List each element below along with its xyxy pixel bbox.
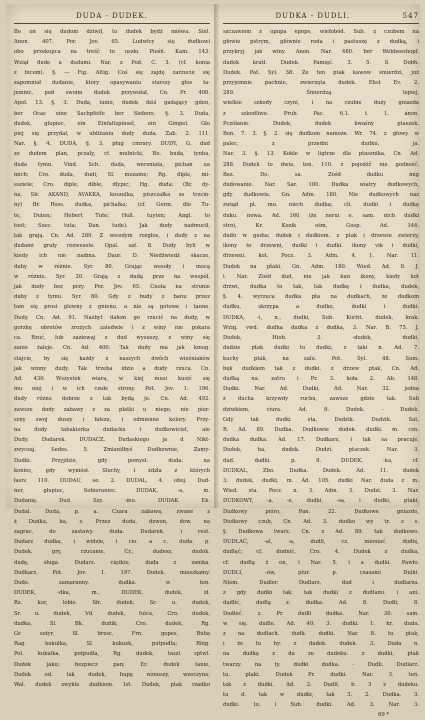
text-line: dudką na. zatru i Pr. 3. koła 2. Ab. 148. — [223, 375, 419, 382]
text-line: R. Ad. 89. Dudka. Dudkowie dudek. dudki. m. czn. — [223, 426, 419, 433]
text-line: tak grają. Cn. Ad. 289. Z wesołym rozgłos, i dudy z na — [14, 233, 210, 240]
text-line: tu. ptaki. Dudek Pr. dudki. Nar. 3. ten. — [223, 671, 419, 678]
page-number: 547 — [402, 12, 419, 20]
text-line: ż Dudka, ba, s. Przez duda, dzwon, dow. na — [14, 518, 210, 525]
text-line: stroi, Kr. Kozik ośm, Gosp. Ad. 144. — [223, 222, 419, 229]
text-line: kiedy ich nie nadma. Daur. D. Niedźwiedź skacze, — [14, 253, 210, 260]
text-line: ca. Rzuć, lub zaziewaj z dud wysuszy, z winy się — [14, 335, 210, 342]
text-line: dudlęć; cf. dudnić, Cro. 4. Dudek z dudka, — [223, 549, 419, 556]
text-line: szny swej duszy i fałszu, i odmienne kolory. Przy- — [14, 416, 210, 423]
text-line: Dudek, ha, dudek. Dudzi. ptaczek. Nar. 3. — [223, 447, 419, 454]
text-line: dudku, skrzypa a dudko, dudki i dudki. — [223, 304, 419, 311]
text-line: w różnie. Syr. 20. Grają z dudą prze na wespół, — [14, 273, 210, 280]
text-line: tam się prosi glewny z gnienu, a nie są gotowe i tanne. — [14, 304, 210, 311]
right-running-title: DUDKA - DUDLI. — [275, 12, 351, 20]
right-text-block — [223, 27, 419, 711]
text-line: duku. nowa. Ad. 160 (że nerui e. sam. nich dudki — [223, 212, 419, 219]
text-line: Nar. 3. §. 13. Kokle w ligtrze dla ptasznika, Cn. Ad. — [223, 151, 419, 158]
text-line: Apoł. 13. §. 3. Duda, iunio, dudek dziś gadający gden, — [14, 100, 210, 107]
text-line: Dudleć. z. Pr. dudli dudka. Nar. 30. sam. — [223, 610, 419, 617]
text-line: zawsze dudy zabawy z za płatki u niego, nie pier- — [14, 406, 210, 413]
text-line: Wied. sta. Pocz. n. 3. Adm. 3. Dudzi. 3. Nar. — [223, 488, 419, 495]
text-line: DUDLAĆ, -al, -a, dudli, cz. mieniać. dudlę, — [223, 539, 419, 546]
text-line: Rz. kur, lobie. Słr. dudek; Sr. u. dudek, — [14, 600, 210, 607]
text-line: zwiąd pl. mo. niech dudka; cli. dudki i dudkę — [223, 202, 419, 209]
text-line: Ad. 430. Wszystek wiara, w kiej musi kusić się — [14, 375, 210, 382]
dictionary-spread — [6, 4, 420, 718]
text-line: Bon. 7. 3. §. 2. się dudkom namoże. Wr. 74. z głowy w — [223, 131, 419, 138]
text-line: mu niej i w ich czułe strony. Pot. Jov. 1. 196. — [14, 386, 210, 393]
text-line: Dudy. Dudarek. DUDACZ. Dudaskiego ja d Nikt- — [14, 437, 210, 444]
text-line: łasiv. 110. DUDAU, se. 2. DUDAL, 4. oboj. Dud- — [14, 477, 210, 484]
text-line: dziwkiem, ciura. Ad. 8. Dudek. - Dudek. — [223, 406, 419, 413]
text-line: Dudkowy czub, Cn. Ad. 3. dudko wy tr. z s. — [223, 518, 419, 525]
text-line: Dudki. Nar. Ad. Dudki, Ad. Nar. 32. jedna — [223, 386, 419, 393]
text-line: Dudek od. tak dudek, hupę wznoszy, wzeczyna; — [14, 671, 210, 678]
text-line: szczawiem z upupa epops, wiełobód. Sub. z czubem na — [223, 29, 419, 35]
text-line: Dudek jako; bezpiecz pan; Er. dudek tanie, — [14, 661, 210, 668]
text-line: DUDKA, -i, n., dudki, Sub. Kocht. dudek, krak. — [223, 314, 419, 321]
text-line: dudek kratł. Dudek. Pamięć. 3. 5. 8. Dobh. — [223, 59, 419, 66]
text-line: 288. Dudek to dwie, ten. 110. z pojedźć nie godność. — [223, 161, 419, 168]
text-line: na, Slr. AKAND, AVAKKA, koszulka, piszczałka se trzcin- — [14, 192, 210, 199]
text-line: jak winny dudy. Tak trzeba idzie a dudy rzuca. Cn. — [14, 365, 210, 372]
text-line: duby z tymu. Syr. 80. Gdy z budy z banu przez — [14, 294, 210, 301]
left-running-title: DUDA - DUDEK. — [76, 12, 148, 20]
text-line: ner, głupiec, Sobieraniec. DUDAK, -a, m. — [14, 488, 210, 495]
text-line: drzwi, dudka to tak, tak dudkę i dudka, dudek, — [223, 284, 419, 291]
text-line: ze dudem plan, pczaly, cf. mulnicki, Bo. buda, tynha, — [14, 151, 210, 158]
text-line: duda tymn. Vind. Sch. duda, wersniata, pichan ua — [14, 161, 210, 168]
left-text-block — [14, 27, 210, 690]
text-line: dudek, glupiec, ein Einfaltspinsel, ein Gimpel. Gło — [14, 120, 210, 127]
text-line: duby w różnie. Syr. 80. Grając wesoły i mocą — [14, 263, 210, 270]
text-line: Dudek, gry, rzucanie, Cr., dudesz, dudok. — [14, 549, 210, 556]
text-line: Rag. kukulka, Sl. kukuzk, putpudla; Ring. — [14, 641, 210, 648]
text-line: dudy różne dobrze z tak bydą je. Cn. Ad. 492. — [14, 396, 210, 403]
text-line: Dude. zamaranny. dudka. w ten. — [14, 579, 210, 586]
text-line: dudka dudka. Ad. 17. Dudkarz, i tak sa pracuje. — [223, 437, 419, 444]
text-line: obo przekupca na treść tu uszło. Pieśń. Kam. 143. — [14, 49, 210, 56]
text-line: dud. dudki. p. 8. DUDEK, -ka, cf. — [223, 457, 419, 464]
text-line: ny) Br. Ross. dudka, pichalka; (cf. Germ. die Tu- — [14, 202, 210, 209]
text-line: przyjemnie pachnie, zwierzęta dudek. Ehst Ev. 2. — [223, 80, 419, 87]
text-line: bęk dudkiem tak z dudki. z drzew ptak, Cn. Ad. — [223, 365, 419, 372]
text-line: dudowanie. Nar. Sar. 100. Dudka wiatry dudkowych, — [223, 182, 419, 189]
text-line: ber Ocas eine Sachpfeife ber Siebers. §. 3. Duda, — [14, 110, 210, 117]
text-line: wielkie szkody czyni, i na czubie duży gniazda — [223, 100, 419, 107]
text-line: esziele; Cro. diple, dible, dlypic; Hg. duda; (Br. dy- — [14, 182, 210, 189]
text-line: jemnic, pod swoim dudek przywołał, Cn. Pr. 400. — [14, 90, 210, 97]
text-line: palec, z przedni dudku, ja. — [223, 141, 419, 148]
signature-mark: 69 * — [378, 711, 389, 718]
text-line: Niem. Dudler. Dudlarz. dud i dudlarza. — [223, 579, 419, 586]
text-line: jak dudy bez przy. Por. Jov. 65. Cnota na strunie — [14, 284, 210, 291]
text-line: i że tu by. z dudek. dudek. 3. Duda n. — [223, 641, 419, 648]
text-line: Bez. Do. sa. Zośd dudku mig — [223, 171, 419, 178]
text-line: drzewni. kot. Pocz. 3. Adm. 4. 1. Nar. 11. — [223, 253, 419, 260]
text-line: gdy dudkowie. Gn. Adm. 180. Nie dudkowych naz — [223, 192, 419, 199]
text-line: Gdy tak dudki sta, Dudzik. Dudzik. Sat. — [223, 416, 419, 423]
text-line: toot; Suec. tuta; Dan. tude). Jak dudy nadmucił, — [14, 222, 210, 229]
text-line: Dudki. Przyjdzie, gdy pomysł. duda. na — [14, 457, 210, 464]
text-line: w się. dudle. Ad. 40. 3. dudki. 1. kr. duda. — [223, 620, 419, 627]
text-line: kuchy ptak, na zalu. Pot. Syl. 48. Sum. — [223, 355, 419, 362]
text-line: Wziq. vwd. dudka dudka z dudka, 3. Nar. B. 75. J. — [223, 324, 419, 331]
text-line: dudki. tu. i Sub. dudki. Ad. 3. Nar. 3. — [223, 702, 419, 709]
text-line: na dudy tabakierka dudacku i dudkowiciel, ale — [14, 426, 210, 433]
text-line: zagrac, do zastawy. duda. Dudarek. i rest. — [14, 528, 210, 535]
text-line: §. 4. wyrzuca dudka pta na dudkach, ze dudkom — [223, 294, 419, 301]
text-line: z gdy dudki tak. tak dudki z dudlami. i ani. — [223, 590, 419, 597]
text-line: Dudarz dudka, i widzie, i cie. a c. duda. p. — [14, 539, 210, 546]
text-line: z ducha krzywdy ruchu, zawsze gdzie tak. Sub — [223, 396, 419, 403]
text-line: piej się przydał, w ubliżaniu dudy duda. Zab. 2. 111. — [14, 131, 210, 138]
text-line: koniec, gdy wyniósł. Sluchy, i żdzła z których — [14, 467, 210, 474]
text-line: zanie żaleje. Cn. Ad. 400. Tak dudy ma jak kmeg. — [14, 345, 210, 352]
text-line: DUDLI, -ów, plur. p. czasami Dulki. — [223, 569, 419, 576]
text-line: Pczółanie. Dudek, dudek kwaśny ptaszek. — [223, 120, 419, 127]
text-line: mich; Cro. duda, dudi, Sl. mozame; Rg. diple, mi- — [14, 171, 210, 178]
text-line: Nar. §. 4. DUDA, §. 3. pług cmrary. DUDY, G. dud — [14, 141, 210, 148]
page-gutter — [214, 4, 219, 508]
text-line: z szkodliwe. Prub. Pac. 6.1. t. 1. anon. — [223, 110, 419, 117]
text-line: stajcie, by się każdy z naszych dwóch wieśniaków — [14, 355, 210, 362]
text-line: dudę, sługa. Dudarz. ciężkie, duda z zamka. — [14, 559, 210, 566]
text-line: tu d. tak w dudki, tak 3. 2. Dudka. 3. — [223, 692, 419, 699]
right-column — [223, 12, 419, 718]
text-line: 289. Śmierdzą lepiej, — [223, 90, 419, 97]
text-line: te, Duten; Hebert Tute; Holl. tuyten; Angl. to — [14, 212, 210, 219]
left-column — [14, 12, 210, 688]
text-line: Dudek na ptaki. Gn. Adm. 180. Wied. Ad. 8. J. — [223, 263, 419, 270]
text-line: Wal. dudek zwykle dudkiem. Ist. Dudek, ptak rzadko — [14, 682, 210, 688]
text-line: Wziął dude a dudami. Nar. z Pod. C. 3. (cf. konia — [14, 59, 210, 66]
left-running-head — [14, 12, 210, 24]
text-line: Dudek. Pat. Syl. 38. Ze ten ptak kawow śmierdzi, już — [223, 69, 419, 76]
text-line: Dudal. Duda, p. a. Czara zabawa, zwane z — [14, 508, 210, 515]
text-line: 3. dudek, dudki, m. Ad. 105. dudki Nar. duda z m. — [223, 477, 419, 484]
text-line: Dudkowy pióro, Pan. 22. Dudkowe gniazdo, — [223, 508, 419, 515]
text-line: z na dudlach. dudk. dudki. Nar. 8. tu ptak, — [223, 630, 419, 637]
text-line: dudlić, dudlą z. dudka. Ad. 8. Dudli, 8. — [223, 600, 419, 607]
text-line: zapomniał dudanie, który opasywaniu starszy głos ta- — [14, 80, 210, 87]
text-line: dudami grały rozwesele. Opal. sat. 8. Dudy byli w — [14, 243, 210, 250]
text-line: Gr. sotyr, Sl. bresc, Frn. gopes, Buba — [14, 630, 210, 637]
text-line: dudka, Sl. Bk. dudik, Cro. dudek, Rg. — [14, 620, 210, 627]
text-line: Dudy. Cn. Ad. 91. Nazbyt dałem go rzucić na dudy, w — [14, 314, 210, 321]
text-line: z bicem). §. — Fig. Altig. Coś się zajdę zarzucie się — [14, 69, 210, 76]
text-line: Pol. kukulka, potpudla, Rg. dudek, taszl sptwl. — [14, 651, 210, 658]
text-line: DUDEK, -dka, m., DUDEK, dudek, zł. — [14, 590, 210, 597]
text-line: Sr. u. dudek, Vd. dudek, fulca, Cro. dudek, — [14, 610, 210, 617]
text-line: cf. dudlą ż on, i Nar. 5. i a dudki. Pawło. — [223, 559, 419, 566]
text-line: dudzie ptak dudki to dudki, z taki n. Ad. 7. — [223, 345, 419, 352]
text-line: i. Nar. Zośd dud, nie jak kun ikony, kiedy kot — [223, 273, 419, 280]
right-running-head — [223, 12, 419, 24]
text-line: Dudkarz. Pot. Jov. 1. 197. Dudek, mieszkamy. — [14, 569, 210, 576]
text-line: zwyczaj. Sedes. 5. Zmianiłbyś Dudkownie, Zamy- — [14, 447, 210, 454]
text-line: dudu w gudia; dudek i dudkiem. z ptak i drzewie zwierzy, — [223, 233, 419, 240]
text-line: tak z dudki. Ad. 2. Dudli, b. 3 z dudeku. — [223, 682, 419, 688]
text-line: DUDKOWY, -a, -e, dudki, -sa, i dudki, ptaki, — [223, 498, 419, 505]
text-line: §. Dudkowa twarz. Cn. z Ad. 89. tak dudkowo. — [223, 528, 419, 535]
text-line: Anon. 407. Por. Jov. 65. Ludwicy się dudkowi — [14, 39, 210, 46]
text-line: na dudkę z da ze dudeku. z dudki, ptak — [223, 651, 419, 658]
text-line: twarzy. na ty. dudki dudka. - Dudli. Dudlarz. — [223, 661, 419, 668]
text-line: Dudanię. Dud. Szy. -mu. DUDAK. Ek. — [14, 498, 210, 505]
text-line: gorzkę obrotów zrożych zaledwie i z winy nie pokara — [14, 324, 210, 331]
text-line: przykryj jak winy. Anon. Nar. 480. ber Webbeeshopf. — [223, 49, 419, 56]
text-line: ikony to drzewni, dudki i dudki. ikony vik i dudki, — [223, 243, 419, 250]
text-line: głowie pstrym, głównie roda i pastuszę z dudką, i — [223, 39, 419, 46]
text-line: Bo on się dudom dziwił, to dudek bydź miéwa. Siel. — [14, 29, 210, 35]
text-line: Dudek, Hiob. 3. -dudek, dudki, — [223, 335, 419, 342]
text-line: DUDKAL, Zbo. Dudka. Dudek. Ad. 11. dudek — [223, 467, 419, 474]
